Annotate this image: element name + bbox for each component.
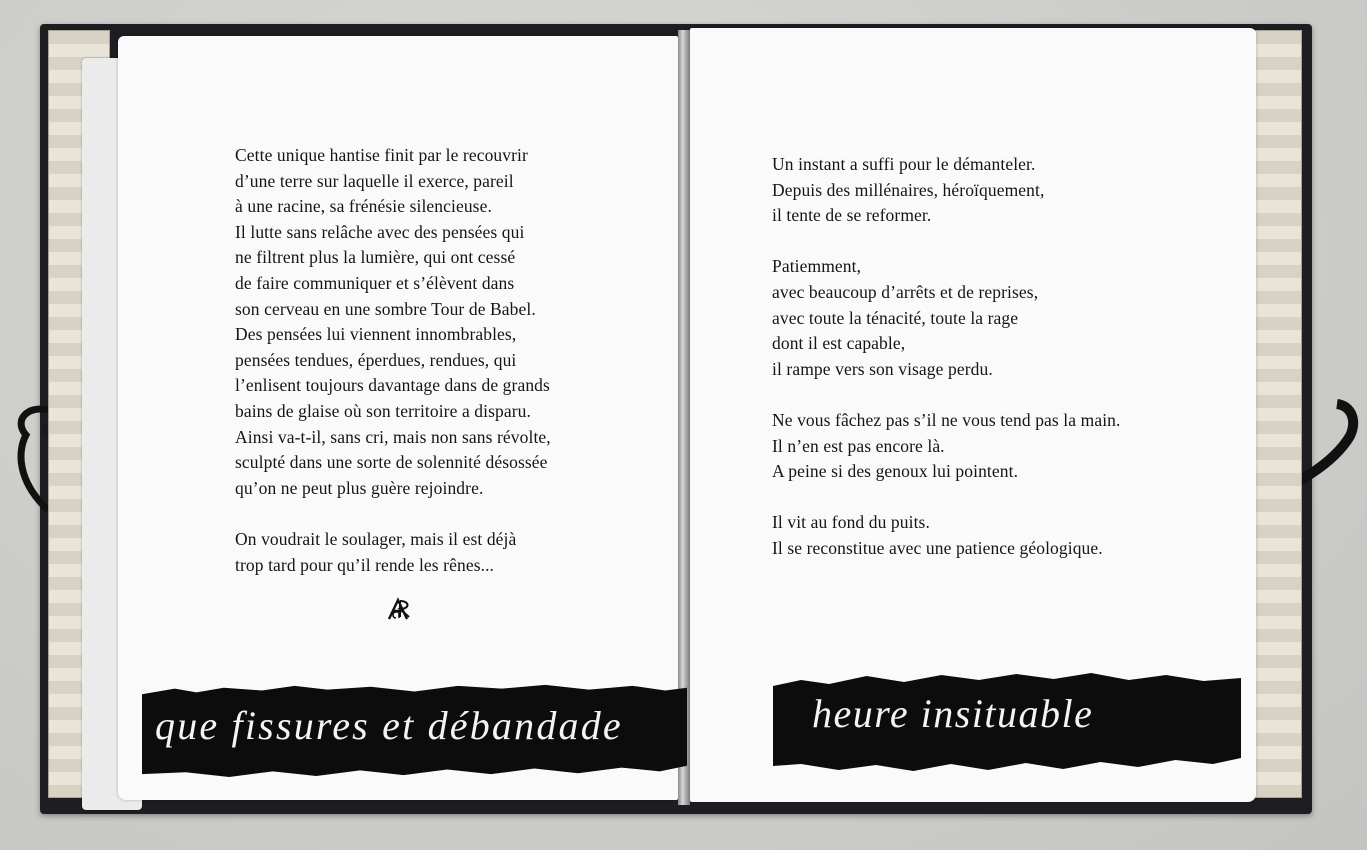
- right-page-poem: Un instant a suffi pour le démanteler. Depuis des millénaires, héroïquement, il tente de se reformer. Patiemment, avec beaucoup d’arrêts et de reprises, avec toute la ténacité, toute la rage dont il est capable, il rampe vers son visage perdu. Ne vous fâchez pas s’il ne vous tend pas la main. Il n’en est pas encore là. A peine si des genoux lui pointent. Il vit au fond du puits. Il se reconstitue avec une patience géologique.: [772, 154, 1121, 558]
- right-banner-title: heure insituable: [812, 691, 1094, 736]
- arg-monogram: [386, 597, 416, 621]
- left-banner-title: que fissures et débandade: [155, 703, 623, 748]
- left-page-text: Cette unique hantise finit par le recouvrir d’une terre sur laquelle il exerce, pareil à une racine, sa frénésie silencieuse. Il lutte sans relâche avec des pensées qui ne filtrent plus la lumière, qui ont cessé de faire communiquer et s’élèvent dans son cerveau en une sombre Tour de Babel. Des pensées lui viennent innombrables, pensées tendues, éperdues, rendues, qui l’enlisent toujours davantage dans de grands bains de glaise où son territoire a disparu. Ainsi va-t-il, sans cri, mais non sans révolte, sculpté dans une sorte de solennité désossée qu’on ne peut plus guère rejoindre. On voudrait le soulager, mais il est déjà trop tard pour qu’il rende les rênes...: [235, 145, 551, 575]
- right-folder-liner: [1250, 30, 1302, 798]
